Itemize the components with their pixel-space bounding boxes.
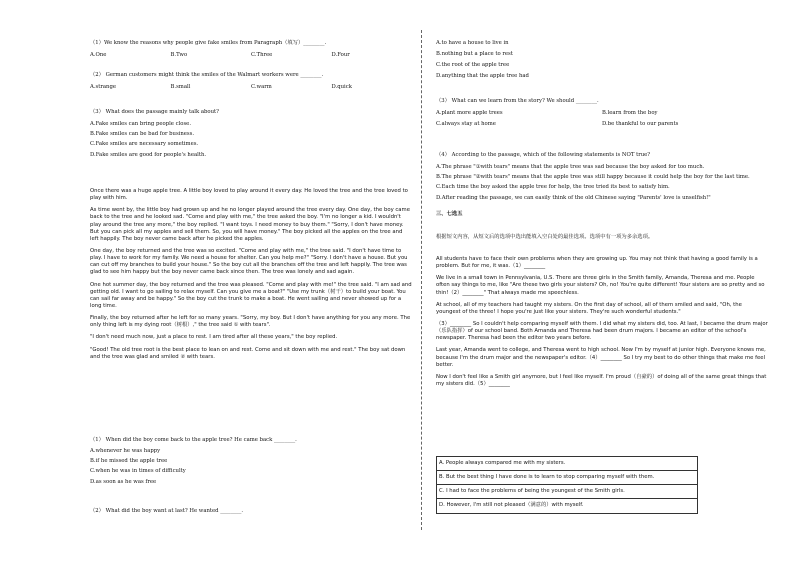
question-stem: （4） According to the passage, which of the following statements is NOT true? (436, 152, 651, 158)
cloze-paragraph: Last year, Amanda went to college, and Theresa went to high school. Now I'm by myself at junior high. Everyone knows me, because I'm the drum major and the newspaper's editor.（4）________ So I try my best to do other things that make me feel better. (436, 347, 766, 368)
choice-item: B. But the best thing I have done is to learn to stop comparing myself with them. (437, 471, 697, 485)
question-stem: （3） What can we learn from the story? We should ________. (436, 98, 599, 104)
option-d: D.After reading the passage, we can easily think of the old Chinese saying "Parents' love is unselfish!" (436, 194, 711, 201)
question-2 (90, 72, 412, 91)
story-paragraph: "I don't need much now, just a place to rest. I am tired after all these years," the boy replied. (90, 334, 338, 341)
cloze-paragraph: All students have to face their own problems when they are growing up. You may not think that having a good family is a problem. But for me, it was.（1）________ (436, 256, 758, 270)
cloze-paragraph: We live in a small town in Pennsylvania, U.S. There are three girls in the Smith family, Amanda, Theresa and me. People often say things to me, like "Are these two girls your sisters? Oh, no! You're quite different! Your sisters are so pretty and so thin!（2）________" That always made me speechless. (436, 275, 765, 296)
cloze-paragraph: Now I don't feel like a Smith girl anymore, but I feel like myself. I'm proud（自豪的）of doing all of the same great things that my sisters did.（5）________ (436, 373, 767, 387)
story-paragraph: One day, the boy returned and the tree was so excited. "Come and play with me," the tree said. "I don't have time to play. I have to work for my family. We need a house for shelter. Can you help me?" "Sorry. I don't have a house. But you can cut off my branches to build your house." So the boy cut all the branches off the tree and left happily. The tree was glad to see him happy but the boy never came back since then. The tree was lonely and sad again. (90, 247, 408, 276)
option-a: A.The phrase "①with tears" means that the apple tree was sad because the boy asked for too much. (436, 164, 705, 171)
choice-item: C. I had to face the problems of being the youngest of the Smith girls. (437, 485, 697, 499)
option-d: D.Four (331, 52, 350, 59)
option-d: D.Fake smiles are good for people's health. (90, 151, 207, 158)
option-c: C.Each time the boy asked the apple tree for help, the tree tried its best to satisfy him. (436, 184, 670, 191)
option-c: C.when he was in times of difficulty (90, 468, 186, 475)
option-c: C.always stay at home (436, 121, 496, 128)
question-5-options (436, 40, 768, 81)
question-stem: （1） When did the boy come back to the apple tree? He came back ________. (90, 437, 297, 443)
option-b: B.if he missed the apple tree (90, 458, 168, 465)
section-heading: 三、七选五 (436, 211, 463, 217)
option-c: C.Three (251, 52, 273, 59)
cloze-passage (436, 256, 768, 388)
option-a: A.plant more apple trees (436, 110, 503, 117)
option-d: D.as soon as he was free (90, 478, 157, 485)
story-paragraph: "Good! The old tree root is the best place to lean on and rest. Come and sit down with me and rest." The boy sat down and the tree was glad and smiled ② with tears. (90, 346, 406, 360)
option-c: C.Fake smiles are necessary sometimes. (90, 141, 199, 148)
story-paragraph: Finally, the boy returned after he left for so many years. "Sorry, my boy. But I don't have anything for you any more. The only thing left is my dying root（树根）," the tree said ① with tears". (90, 315, 411, 329)
column-divider (421, 30, 422, 530)
question-stem: （2） What did the boy want at last? He wanted ________. (90, 508, 244, 514)
option-d: D.quick (331, 84, 352, 91)
option-c: C.the root of the apple tree (436, 62, 510, 69)
question-stem: （2） German customers might think the smiles of the Walmart workers were ________. (90, 72, 324, 78)
choice-box (436, 456, 698, 514)
option-a: A.to have a house to live in (436, 40, 509, 46)
choice-item: D. However, I'm still not pleased（满意的）with myself. (439, 502, 584, 509)
option-d: D.be thankful to our parents (602, 121, 679, 128)
question-4 (90, 437, 412, 486)
story-paragraph: One hot summer day, the boy returned and the tree was pleased. "Come and play with me!" the tree said. "I am sad and getting old. I want to go sailing to relax myself. Can you give me a boat?" "Use my trunk（树干）to build your boat. You can sail far away and be happy." So the boy cut the trunk to make a boat. He went sailing and never showed up for a long time. (90, 281, 412, 309)
option-d: D.anything that the apple tree had (436, 73, 529, 80)
cloze-paragraph: （3）________ So I couldn't help comparing myself with them. I did what my sisters did, too. At last, I became the drum major（乐队指挥）of our school band. Both Amanda and Theresa had been drum majors. I became an editor of the school's newspaper. Theresa had been the editor two years before. (436, 320, 768, 342)
question-stem: （3） What does the passage mainly talk about? (90, 109, 219, 115)
cloze-paragraph: At school, all of my teachers had taught my sisters. On the first day of school, all of them smiled and said, "Oh, the youngest of the three! I hope you're just like your sisters. They're such wonderful students." (436, 301, 742, 315)
choice-item: A. People always compared me with my sisters. (437, 457, 697, 471)
question-5 (90, 508, 412, 515)
story-passage (90, 188, 412, 361)
section-instruction: 根据短文内容，从短文后的选项中选出能填入空白处的最佳选项。选项中有一项为多余选项。 (436, 234, 654, 240)
option-b: B.nothing but a place to rest (436, 51, 513, 58)
question-6 (436, 98, 768, 128)
option-b: B.Two (170, 52, 188, 59)
question-1 (90, 40, 412, 59)
option-a: A.strange (90, 84, 116, 91)
question-3 (90, 109, 412, 159)
option-b: B.small (170, 84, 191, 91)
option-c: C.warm (251, 84, 272, 91)
option-a: A.whenever he was happy (90, 448, 161, 455)
option-a: A.One (90, 52, 107, 59)
option-b: B.learn from the boy (602, 110, 658, 117)
option-a: A.Fake smiles can bring people close. (90, 121, 192, 128)
option-b: B.The phrase "②with tears" means that the apple tree was still happy because it could help the boy for the last time. (436, 174, 750, 181)
option-b: B.Fake smiles can be bad for business. (90, 131, 195, 138)
question-stem: （1）We know the reasons why people give fake smiles from Paragraph（填写）________. (90, 40, 327, 46)
story-paragraph: As time went by, the little boy had grown up and he no longer played around the tree every day. One day, the boy came back to the tree and he looked sad. "Come and play with me," the tree asked the boy. "I'm no longer a kid. I wouldn't play around the tree any more," the boy replied. "I want toys. I need money to buy them." "Sorry, I don't have money. But you can pick all my apples and sell them. So, you will have money." The boy picked all the apples on the tree and left happily. The boy never came back after he picked the apples. (90, 207, 410, 242)
question-7 (436, 152, 768, 202)
story-paragraph: Once there was a huge apple tree. A little boy loved to play around it every day. He loved the tree and the tree loved to play with him. (90, 188, 408, 202)
